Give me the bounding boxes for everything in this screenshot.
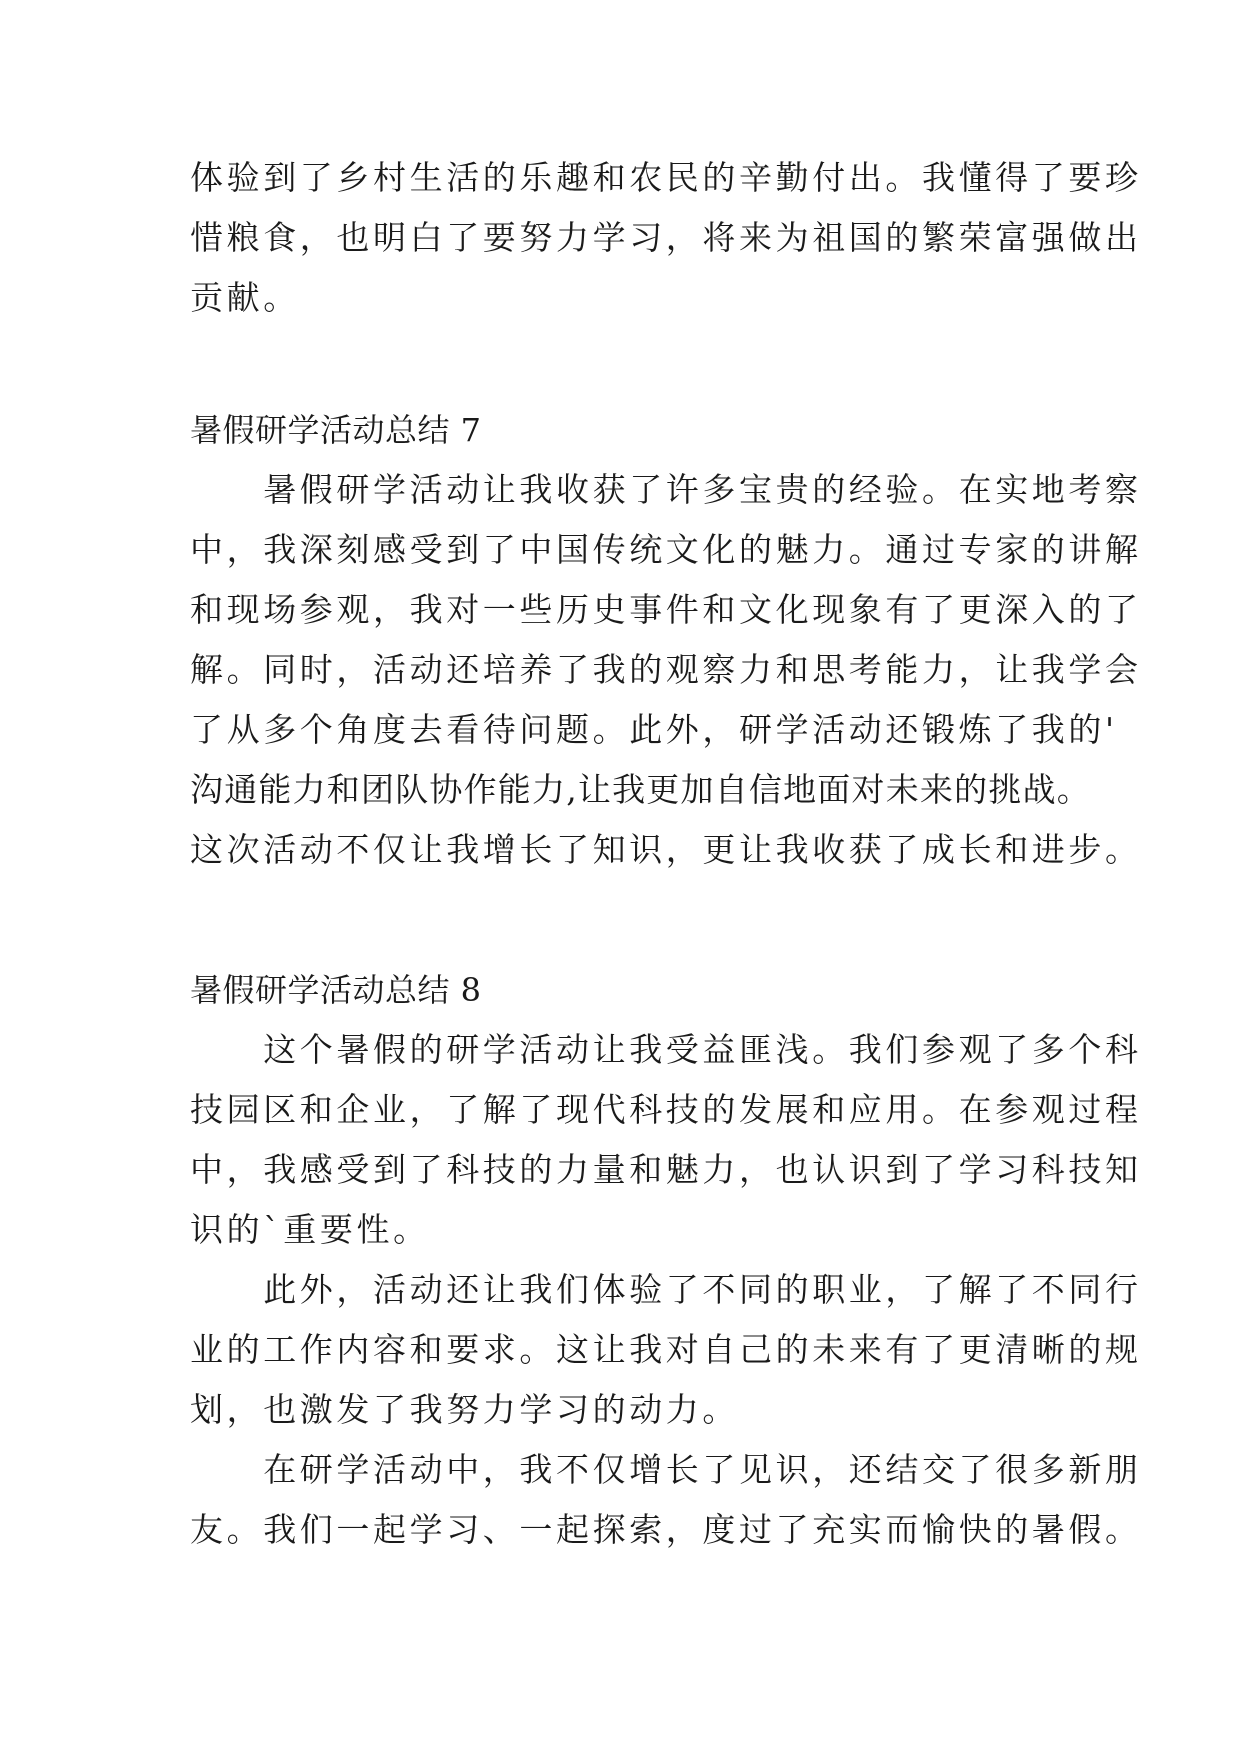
paragraph-line: 中，我深刻感受到了中国传统文化的魅力。通过专家的讲解 (190, 530, 1142, 569)
paragraph-line: 这个暑假的研学活动让我受益匪浅。我们参观了多个科 (190, 1030, 1142, 1069)
paragraph-line: 惜粮食，也明白了要努力学习，将来为祖国的繁荣富强做出 (190, 218, 1142, 257)
paragraph-line: 此外，活动还让我们体验了不同的职业，了解了不同行 (190, 1270, 1142, 1309)
section-heading: 暑假研学活动总结 8 (190, 971, 482, 1009)
section-8-paragraph-3 (190, 1440, 1142, 1560)
paragraph-line: 体验到了乡村生活的乐趣和农民的辛勤付出。我懂得了要珍 (190, 158, 1142, 197)
section-7 (190, 400, 1142, 880)
paragraph-line: 业的工作内容和要求。这让我对自己的未来有了更清晰的规 (190, 1330, 1142, 1369)
paragraph-line: 友。我们一起学习、一起探索，度过了充实而愉快的暑假。 (190, 1510, 1142, 1549)
paragraph-line: 和现场参观，我对一些历史事件和文化现象有了更深入的了 (190, 590, 1142, 629)
paragraph-line: 沟通能力和团队协作能力,让我更加自信地面对未来的挑战。 (190, 770, 1091, 809)
section-7-paragraph (190, 460, 1142, 880)
paragraph-line: 这次活动不仅让我增长了知识，更让我收获了成长和进步。 (190, 830, 1142, 869)
section-heading: 暑假研学活动总结 7 (190, 411, 482, 449)
paragraph-line: 解。同时，活动还培养了我的观察力和思考能力，让我学会 (190, 650, 1142, 689)
paragraph-line: 暑假研学活动让我收获了许多宝贵的经验。在实地考察 (190, 470, 1142, 509)
paragraph-line: 了从多个角度去看待问题。此外，研学活动还锻炼了我的' (190, 710, 1118, 749)
paragraph-line: 贡献。 (190, 278, 300, 317)
section-8-paragraph-1 (190, 1020, 1142, 1260)
paragraph-line: 识的`重要性。 (190, 1210, 430, 1249)
intro-paragraph (190, 148, 1142, 328)
paragraph-line: 中，我感受到了科技的力量和魅力，也认识到了学习科技知 (190, 1150, 1142, 1189)
paragraph-line: 在研学活动中，我不仅增长了见识，还结交了很多新朋 (190, 1450, 1142, 1489)
paragraph-line: 划，也激发了我努力学习的动力。 (190, 1390, 739, 1429)
section-8 (190, 960, 1142, 1560)
paragraph-line: 技园区和企业，了解了现代科技的发展和应用。在参观过程 (190, 1090, 1142, 1129)
section-8-paragraph-2 (190, 1260, 1142, 1440)
document-page (190, 148, 1142, 1560)
